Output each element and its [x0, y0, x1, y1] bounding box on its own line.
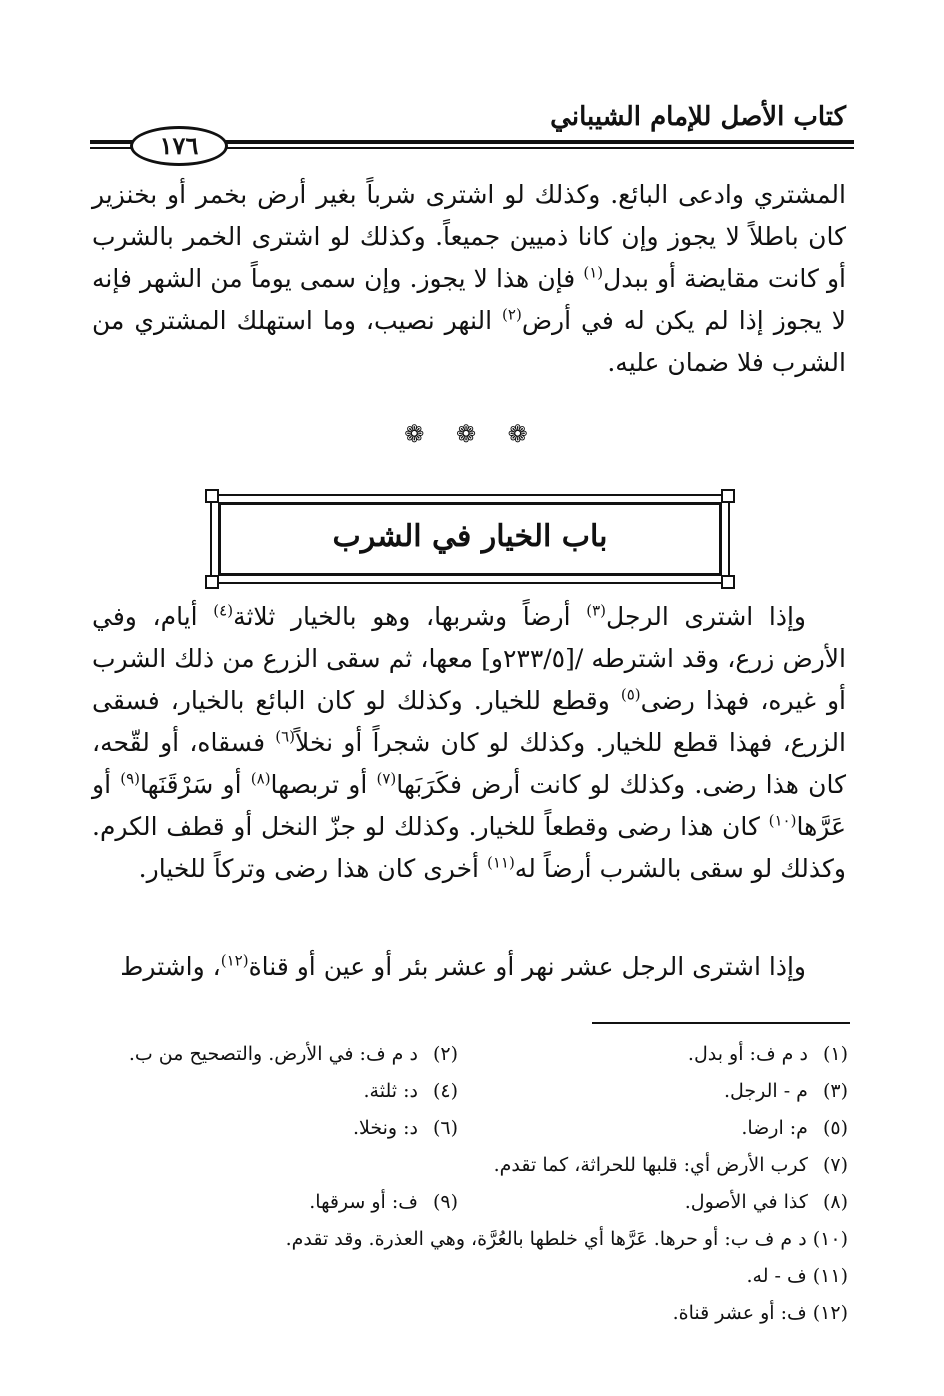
footnote-text: ف: أو عشر قناة.: [672, 1302, 807, 1324]
footnote-ref: (٥): [620, 685, 641, 704]
footnote-number: (٤): [432, 1080, 458, 1102]
footnote-3: [724, 1073, 848, 1110]
footnote-5: [741, 1110, 848, 1147]
paragraph-2: [92, 596, 846, 890]
footnote-ref: (١١): [486, 853, 515, 872]
footnote-row: [96, 1073, 848, 1110]
footnote-number: (١٢): [812, 1302, 848, 1324]
footnote-text: د: ثلثة.: [363, 1080, 418, 1102]
footnote-text: كذا في الأصول.: [684, 1191, 808, 1213]
frame-corner: [205, 489, 219, 503]
frame-corner: [721, 575, 735, 589]
footnote-number: (٦): [432, 1117, 458, 1139]
footnote-text: ف - له.: [746, 1265, 807, 1287]
footnote-number: (١١): [812, 1265, 848, 1287]
paragraph-text: وإذا اشترى الرجل: [606, 602, 806, 631]
paragraph-text: أيام، وفي الأرض زرع، وقد اشترطه /[٢٣٣/٥و] معها، ثم سقى الزرع من ذلك الشرب أو غيره، فهذا رضى: [92, 602, 846, 715]
paragraph-text: فسقاه، أو لقّحه، كان هذا رضى. وكذلك لو كانت أرض فكَرَبَها: [92, 728, 846, 799]
paragraph-text: وإذا اشترى الرجل عشر نهر أو عشر بئر أو عين أو قناة: [248, 952, 806, 981]
footnote-row: [96, 1036, 848, 1073]
footnote-9: [309, 1184, 458, 1221]
paragraph-text: أخرى كان هذا رضى وتركاً للخيار.: [138, 854, 487, 883]
paragraph-text: فإن هذا لا يجوز. وإن سمى يوماً من الشهر فإنه لا يجوز إذا لم يكن له في أرض: [92, 264, 847, 335]
paragraph-text: أو سَرْقَنَها: [140, 770, 251, 799]
paragraph-text: أرضاً وشربها، وهو بالخيار ثلاثة: [233, 602, 587, 631]
footnote-7: [494, 1147, 848, 1184]
footnote-number: (٨): [822, 1191, 848, 1213]
footnote-number: (٥): [822, 1117, 848, 1139]
paragraph-3: [92, 946, 846, 988]
footnote-12: [673, 1295, 848, 1332]
paragraph-text: المشتري وادعى البائع. وكذلك لو اشترى شرباً بغير أرض بخمر أو بخنزير كان باطلاً لا يجوز وإن كانا ذميين جميعاً. وكذلك لو اشترى الخمر بالشرب أو كانت مقايضة أو ببدل: [92, 180, 846, 293]
footnote-text: م - الرجل.: [723, 1080, 808, 1102]
footnote-row: [96, 1184, 848, 1221]
footnote-text: د: ونخلا.: [352, 1117, 418, 1139]
frame-corner: [721, 489, 735, 503]
paragraph-text: كان هذا رضى وقطعاً للخيار. وكذلك لو جزّ النخل أو قطف الكرم. وكذلك لو سقى بالشرب أرضاً له: [92, 812, 846, 883]
footnote-row: [96, 1295, 848, 1332]
footnote-ref: (٩): [120, 769, 140, 788]
footnote-ref: (١): [583, 263, 604, 282]
paragraph-text: وقطع للخيار. وكذلك لو كان البائع بالخيار، فسقى الزرع، فهذا قطع للخيار. وكذلك لو كان شجراً أو نخلاً: [92, 686, 846, 757]
footnote-text: د م ف ب: أو حرها. عَرَّها أي خلطها بالعُرَّة، وهي العذرة. وقد تقدم.: [285, 1228, 807, 1250]
footnote-ref: (٦): [275, 727, 296, 746]
footnote-text: م: ارضا.: [741, 1117, 808, 1139]
footnote-ref: (٣): [586, 601, 607, 620]
footnote-ref: (٢): [502, 305, 522, 324]
footnotes: [96, 1036, 848, 1332]
footnote-row: [96, 1221, 848, 1258]
footnote-ref: (٨): [250, 769, 271, 788]
footnote-number: (١): [822, 1043, 848, 1065]
footnote-ref: (٤): [213, 601, 234, 620]
frame-corner: [205, 575, 219, 589]
footnote-6: [353, 1110, 458, 1147]
paragraph-text: النهر نصيب، وما استهلك المشتري من الشرب فلا ضمان عليه.: [92, 306, 846, 377]
paragraph-text: أو تربصها: [270, 770, 377, 799]
chapter-title-inner-frame: [218, 502, 722, 576]
footnote-ref: (٧): [376, 769, 397, 788]
footnote-number: (٩): [432, 1191, 458, 1213]
chapter-title: باب الخيار في الشرب: [332, 519, 608, 554]
footnote-ref: (١٢): [220, 951, 249, 970]
footnote-ref: (١٠): [768, 811, 797, 830]
paragraph-text: أو عَرَّها: [92, 770, 846, 841]
footnote-text: د م ف: أو بدل.: [687, 1043, 808, 1065]
footnote-number: (٢): [432, 1043, 458, 1065]
footnote-row: [96, 1110, 848, 1147]
footnote-number: (١٠): [812, 1228, 848, 1250]
page-number: ١٧٦: [130, 126, 228, 166]
footnote-text: كرب الأرض أي: قلبها للحراثة، كما تقدم.: [493, 1154, 808, 1176]
footnote-text: ف: أو سرقها.: [309, 1191, 418, 1213]
footnote-row: [96, 1258, 848, 1295]
page-header: [90, 96, 854, 166]
footnote-10: [286, 1221, 848, 1258]
paragraph-text: ، واشترط: [120, 952, 221, 981]
footnote-2: [129, 1036, 458, 1073]
footnote-text: د م ف: في الأرض. والتصحيح من ب.: [128, 1043, 418, 1065]
chapter-title-frame: [210, 494, 730, 584]
footnote-number: (٧): [822, 1154, 848, 1176]
footnote-4: [364, 1073, 459, 1110]
footnote-8: [685, 1184, 848, 1221]
footnote-11: [746, 1258, 848, 1295]
footnote-1: [688, 1036, 848, 1073]
book-title: كتاب الأصل للإمام الشيباني: [550, 102, 846, 132]
paragraph-1: [92, 174, 846, 384]
footnote-separator: [592, 1022, 850, 1024]
footnote-number: (٣): [822, 1080, 848, 1102]
section-ornament: ❁ ❁ ❁: [404, 420, 540, 448]
footnote-row: [96, 1147, 848, 1184]
